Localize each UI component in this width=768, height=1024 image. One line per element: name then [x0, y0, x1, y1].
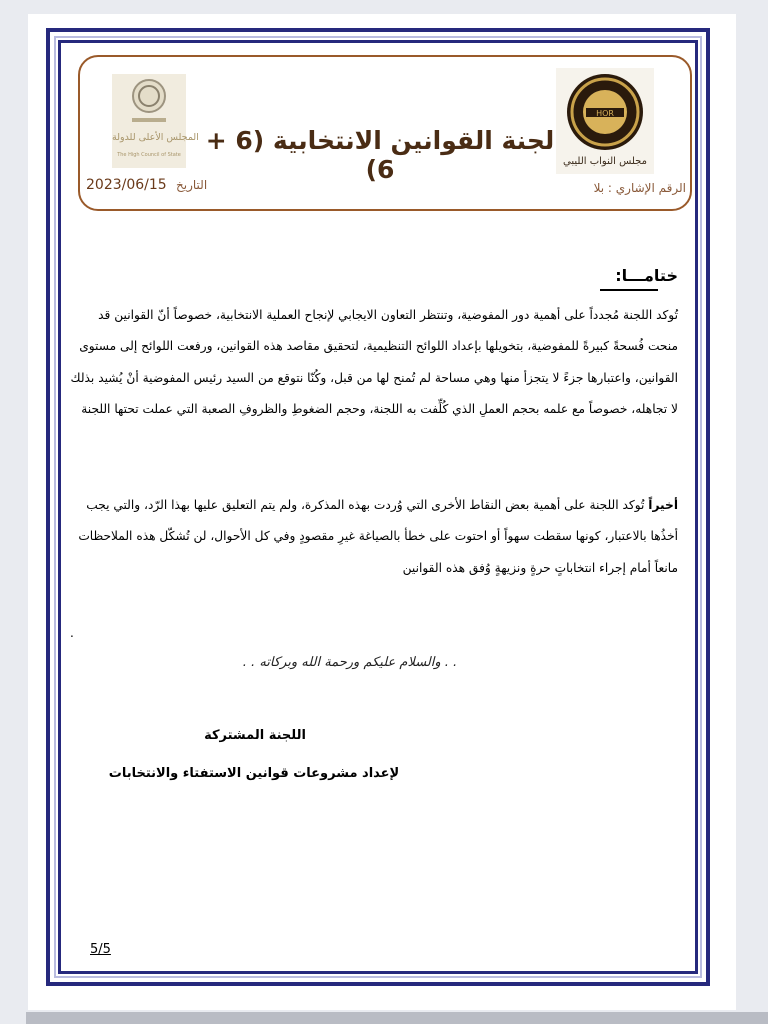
- reference-number: الرقم الإشاري : بلا: [593, 181, 686, 195]
- signature-purpose: لإعداد مشروعات قوانين الاستفتاء والانتخابات: [108, 766, 400, 781]
- signature-committee: اللجنة المشتركة: [204, 728, 306, 743]
- page-number: 5/5: [90, 942, 111, 957]
- svg-text:HOR: HOR: [596, 109, 614, 118]
- house-of-representatives-logo: [556, 68, 654, 174]
- page-shadow: [26, 1012, 768, 1024]
- hcs-logo-caption-ar: المجلس الأعلى للدولة: [112, 132, 199, 143]
- paragraph-1-text: تُوكد اللجنة مُجدداً على أهمية دور المفوضية، وتنتظر التعاون الايجابي لإنجاح العملية الانتخابية، خصوصاً أنّ القوانين قد منحت فُسحةً كبيرةً للمفوضية، بتخويلها بإعداد اللوائح التنظيمية، لتحقيق مقاصد هذه القوانين، ورفعت اللوائح إلى مستوى القوانين، واعتبارها جزءً لا يتجزأ منها وهي مساحة لم تُمنح لها من قبل، وكُنّا نتوقع من السيد رئيس المفوضية أنْ يُشيد بذلك لا تجاهله، خصوصاً مع علمه بحجم العملِ الذي كُلِّفت به اللجنة، وحجم الضغوطِ والظروفِ الصعبة التي عملت تحتها اللجنة: [70, 308, 678, 417]
- high-council-of-state-logo: [112, 74, 199, 168]
- closing-greeting: . . والسلام عليكم ورحمة الله وبركاته . .: [242, 655, 458, 670]
- hor-logo-caption: مجلس النواب الليبي: [563, 156, 647, 167]
- date-value: 2023/06/15: [86, 177, 167, 193]
- paragraph-2-lead: أخيراً: [648, 498, 678, 512]
- committee-title: لجنة القوانين الانتخابية (6 + 6): [205, 126, 555, 184]
- hcs-logo-caption-en: The High Council of State: [117, 152, 181, 158]
- paragraph-2: [70, 490, 678, 584]
- paragraph-conclusion: [70, 300, 678, 426]
- paragraph-2-text: تُوكد اللجنة على أهمية بعض النقاط الأخرى التي وُردت بهذه المذكرة، ولم يتم التعليق عليها بهذا الرّد، والتي يجب أخذُها بالاعتبار، كونها سقطت سهواً أو احتوت على خطأ بالصياغة غيرِ مقصودٍ وفي كل الأحوال، لن تُشكّل هذه الملاحظات مانعاً أمام إجراء انتخاباتٍ حرةٍ ونزيهةٍ وُفق هذه القوانين: [78, 498, 678, 575]
- stray-dot: .: [70, 626, 74, 640]
- heading-underline: [600, 289, 658, 291]
- date-label: التاريخ: [176, 178, 208, 192]
- paragraph-finally: [70, 490, 678, 584]
- conclusion-heading: ختامـــا:: [615, 266, 678, 285]
- hcs-emblem-icon: [112, 74, 186, 134]
